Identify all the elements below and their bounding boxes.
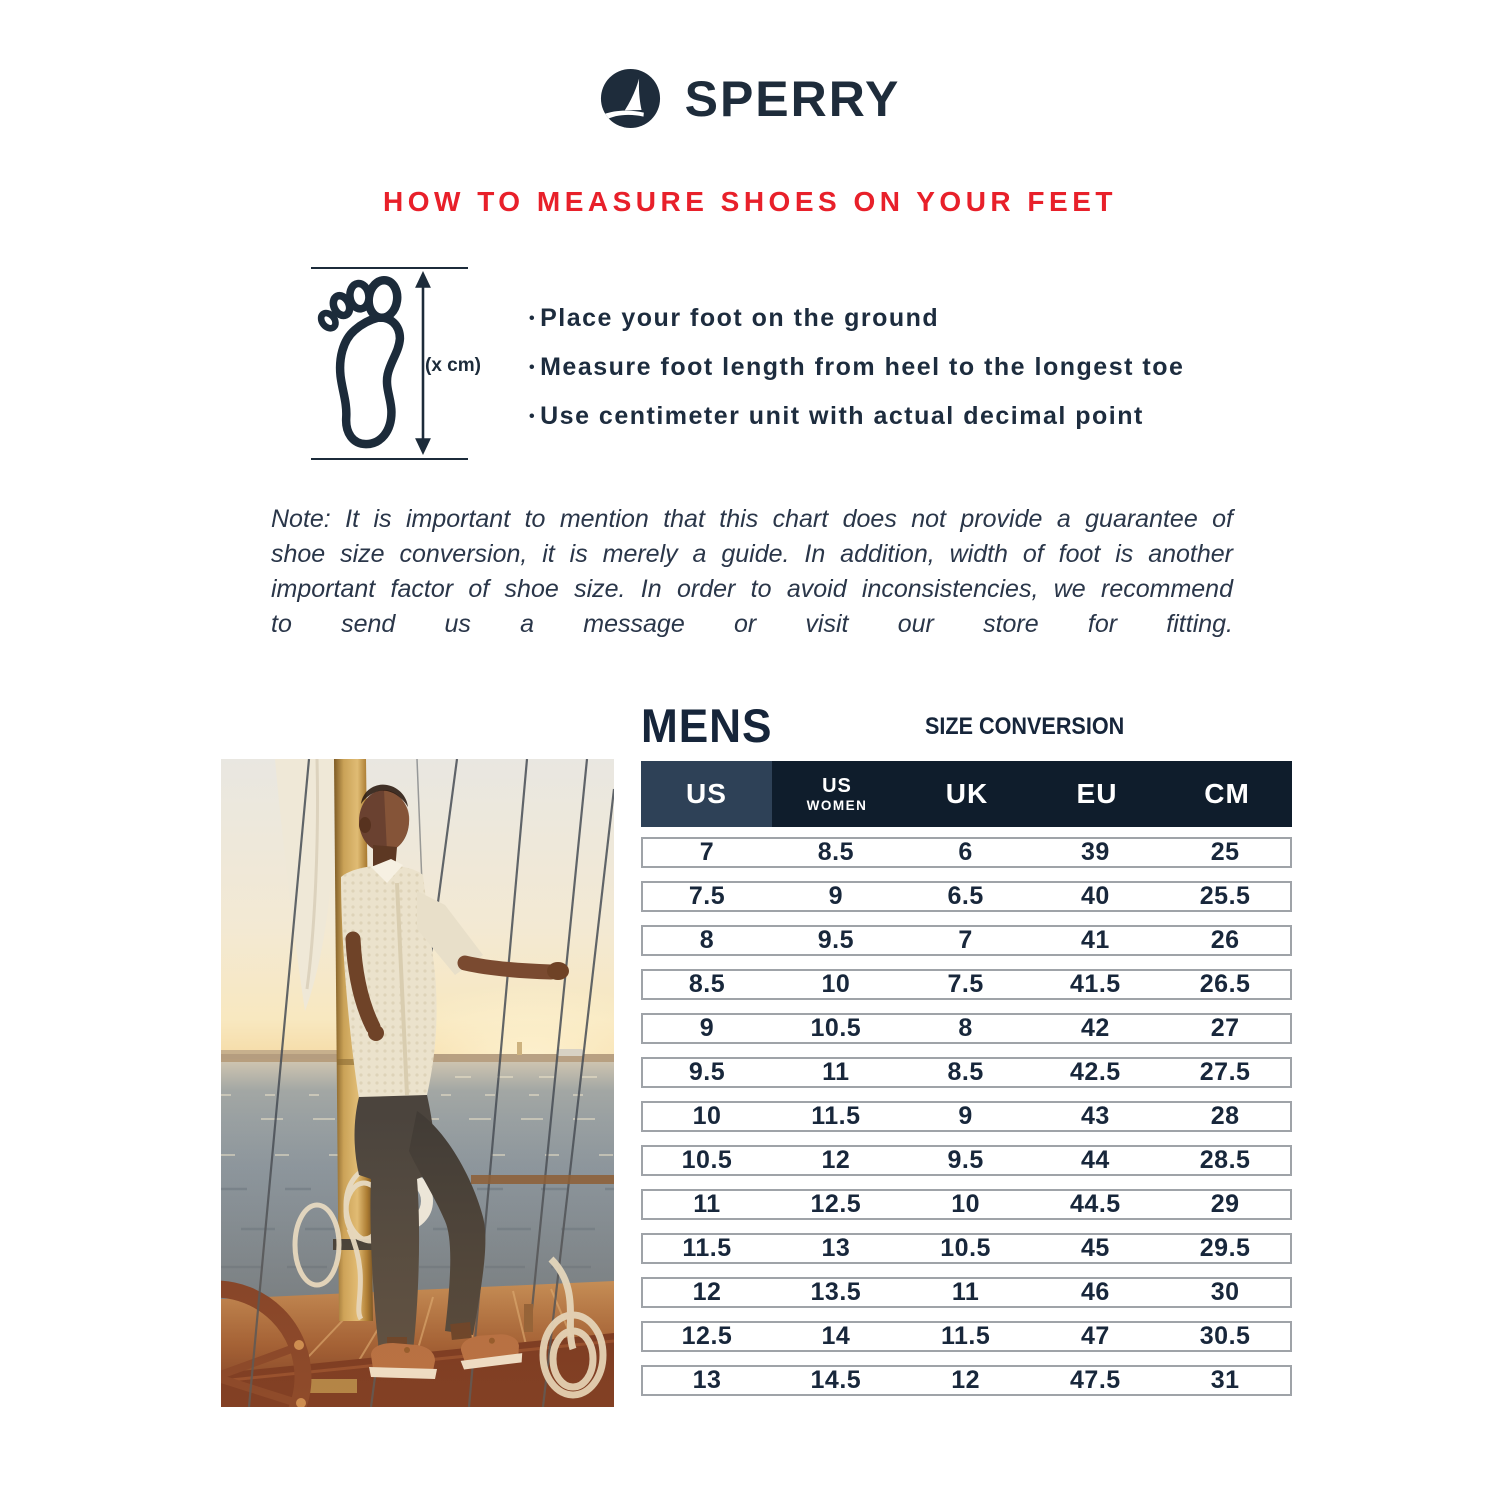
size-cell: 47.5 [1070, 1366, 1121, 1394]
size-cell: 26 [1210, 926, 1240, 954]
column-header-us: US [641, 761, 772, 827]
size-cell: 26.5 [1199, 970, 1251, 998]
brand-header [0, 68, 1500, 129]
table-row [641, 1057, 1292, 1088]
table-row [641, 1189, 1292, 1220]
size-cell: 7 [699, 838, 715, 866]
size-cell: 11.5 [682, 1234, 732, 1262]
size-cell: 42 [1080, 1014, 1110, 1042]
size-cell: 8 [699, 926, 715, 954]
size-cell: 30 [1210, 1278, 1240, 1306]
size-cell: 12 [951, 1366, 981, 1394]
bullet-icon: • [529, 358, 537, 376]
size-cell: 41.5 [1070, 970, 1121, 998]
size-cell: 11 [693, 1190, 721, 1218]
measure-step [529, 294, 1184, 343]
diagram-measure-label: (x cm) [425, 355, 481, 376]
size-cell: 8.5 [947, 1058, 984, 1086]
bullet-icon: • [529, 407, 537, 425]
sunset-overlay [221, 759, 614, 1407]
size-cell: 9 [958, 1102, 973, 1130]
size-cell: 11 [951, 1278, 980, 1306]
size-cell: 28 [1210, 1102, 1240, 1130]
size-cell: 44.5 [1070, 1190, 1121, 1218]
column-header-uk: UK [945, 778, 989, 809]
size-conversion-table [641, 761, 1292, 1409]
size-cell: 14 [821, 1322, 851, 1350]
us-women-line1: US [822, 774, 852, 797]
size-cell: 13 [821, 1234, 851, 1262]
size-cell: 11.5 [940, 1322, 991, 1350]
measure-steps [529, 294, 1184, 441]
table-row [641, 1321, 1292, 1352]
disclaimer-note: Note: It is important to mention that this chart does not provide a guarantee of shoe size conversion, it is merely a guide. In addition, width of foot is another important factor of shoe size. In order to avoid inconsistencies, we recommend to send us a message or visit our store for fitting. [271, 505, 1233, 638]
size-cell: 45 [1080, 1234, 1110, 1262]
page-title: HOW TO MEASURE SHOES ON YOUR FEET [383, 186, 1117, 217]
table-row [641, 881, 1292, 912]
table-row [641, 1277, 1292, 1308]
size-table-body [641, 837, 1292, 1396]
sailing-scene [221, 759, 614, 1407]
size-cell: 46 [1080, 1278, 1110, 1306]
table-row [641, 837, 1292, 868]
size-cell: 13 [692, 1366, 722, 1394]
table-row [641, 925, 1292, 956]
size-cell: 9 [699, 1014, 715, 1042]
size-cell: 12.5 [681, 1322, 733, 1350]
size-cell: 9.5 [947, 1146, 984, 1174]
size-cell: 7.5 [688, 882, 726, 910]
size-cell: 12.5 [810, 1190, 862, 1218]
table-label: SIZE CONVERSION [925, 713, 1125, 740]
foot-measure-diagram [311, 267, 481, 460]
measure-step-text: Place your foot on the ground [540, 304, 940, 332]
measure-step [529, 392, 1184, 441]
size-cell: 27.5 [1199, 1058, 1251, 1086]
column-header-us-women [772, 761, 902, 827]
table-header-row [641, 761, 1292, 827]
column-header-eu: EU [1076, 778, 1118, 809]
sperry-sailboat-icon [600, 68, 661, 129]
size-cell: 14.5 [810, 1366, 862, 1394]
size-cell: 8.5 [688, 970, 726, 998]
size-cell: 6 [958, 838, 973, 866]
size-cell: 10.5 [681, 1146, 733, 1174]
size-cell: 12 [821, 1146, 851, 1174]
table-row [641, 1101, 1292, 1132]
table-row [641, 1233, 1292, 1264]
size-cell: 8.5 [817, 838, 854, 866]
section-label-mens: MENS [641, 699, 773, 752]
sailing-photo [221, 759, 614, 1407]
size-cell: 42.5 [1070, 1058, 1121, 1086]
measure-step [529, 343, 1184, 392]
size-cell: 43 [1080, 1102, 1110, 1130]
size-cell: 10.5 [940, 1234, 991, 1262]
size-cell: 6.5 [947, 882, 984, 910]
size-cell: 9.5 [688, 1058, 726, 1086]
table-row [641, 1365, 1292, 1396]
size-cell: 30.5 [1199, 1322, 1251, 1350]
measure-step-text: Measure foot length from heel to the longest toe [540, 353, 1185, 381]
size-cell: 28.5 [1199, 1146, 1251, 1174]
table-row [641, 1145, 1292, 1176]
size-cell: 13.5 [810, 1278, 862, 1306]
size-cell: 44 [1080, 1146, 1110, 1174]
size-cell: 7 [958, 926, 973, 954]
table-row [641, 1013, 1292, 1044]
column-header-cm: CM [1204, 778, 1250, 809]
size-cell: 31 [1210, 1366, 1240, 1394]
size-cell: 10.5 [810, 1014, 862, 1042]
size-cell: 10 [951, 1190, 981, 1218]
brand-name: SPERRY [684, 70, 901, 127]
size-cell: 10 [692, 1102, 722, 1130]
table-row [641, 969, 1292, 1000]
size-cell: 29.5 [1199, 1234, 1251, 1262]
measure-step-text: Use centimeter unit with actual decimal point [540, 402, 1144, 430]
bullet-icon: • [529, 309, 537, 327]
size-cell: 29 [1210, 1190, 1240, 1218]
size-cell: 7.5 [947, 970, 984, 998]
size-cell: 25.5 [1199, 882, 1251, 910]
size-cell: 9.5 [817, 926, 854, 954]
size-cell: 10 [821, 970, 851, 998]
us-women-line2: WOMEN [806, 797, 868, 813]
size-cell: 8 [958, 1014, 973, 1042]
size-cell: 12 [692, 1278, 722, 1306]
size-cell: 9 [828, 882, 844, 910]
size-cell: 11 [822, 1058, 850, 1086]
size-cell: 11.5 [811, 1102, 861, 1130]
size-cell: 47 [1080, 1322, 1110, 1350]
size-cell: 27 [1210, 1014, 1240, 1042]
size-cell: 25 [1210, 838, 1240, 866]
size-cell: 39 [1080, 838, 1110, 866]
size-cell: 41 [1080, 926, 1110, 954]
size-cell: 40 [1080, 882, 1110, 910]
footprint-icon [317, 274, 415, 454]
